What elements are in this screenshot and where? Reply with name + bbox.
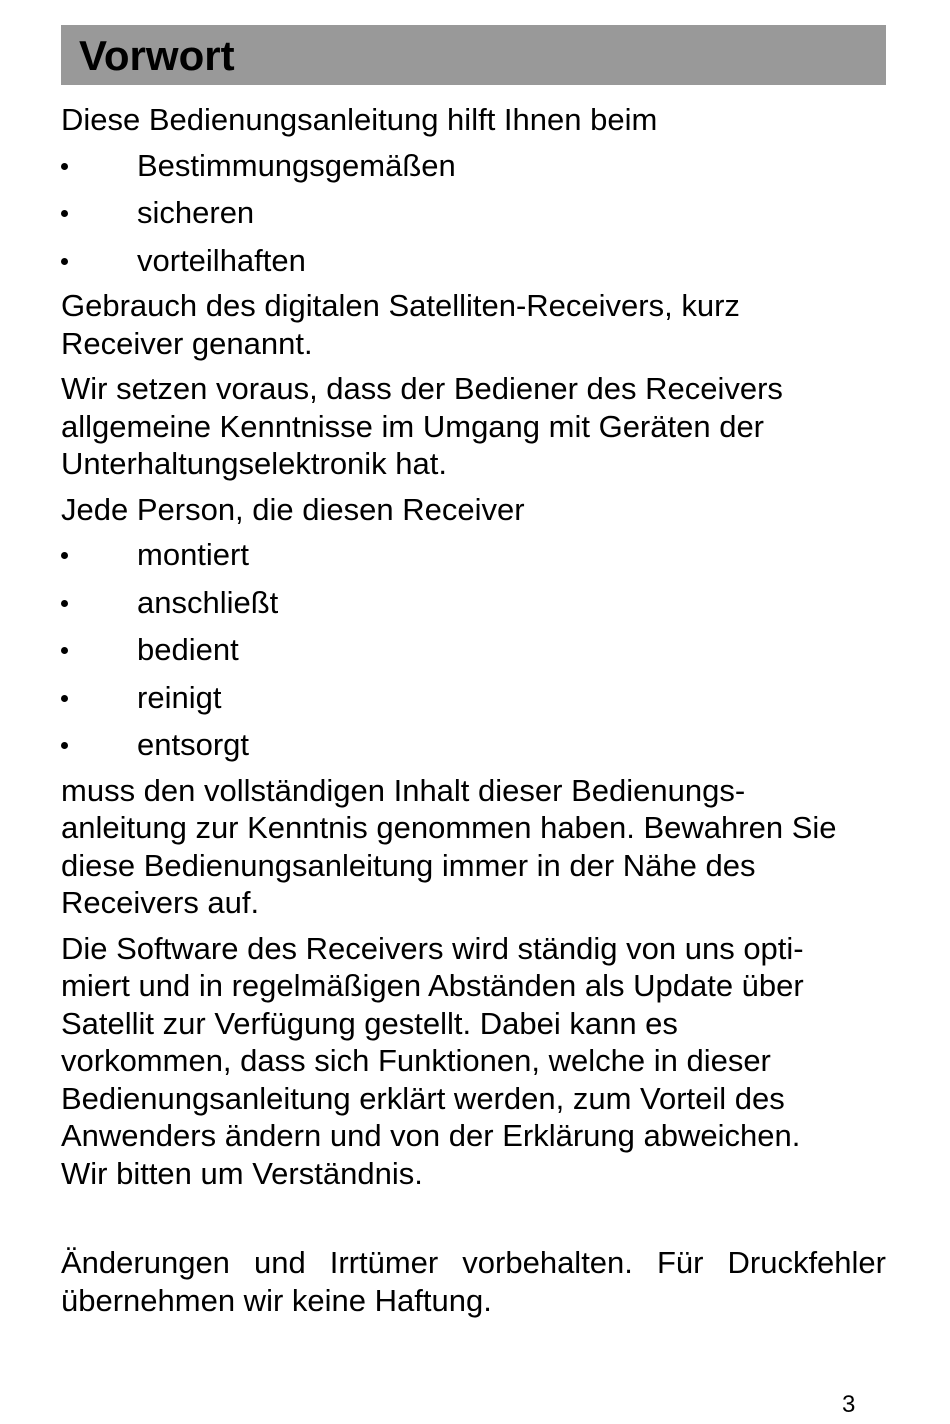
list-item-text: montiert: [137, 537, 249, 572]
bullet-icon: [61, 552, 68, 559]
text-line: Änderungen und Irrtümer vorbehalten. Für Druckfehler: [61, 1245, 886, 1280]
list-item-text: sicheren: [137, 195, 255, 230]
list-item: [61, 536, 886, 574]
list-item: [61, 147, 886, 185]
list-item-text: entsorgt: [137, 727, 250, 762]
list-item: [61, 194, 886, 232]
bullet-icon: [61, 600, 68, 607]
text-line: Wir bitten um Verständnis.: [61, 1155, 423, 1191]
text-line: Satellit zur Verfügung gestellt. Dabei kann es: [61, 1005, 678, 1041]
document-body: [61, 101, 886, 1327]
text-line: anleitung zur Kenntnis genommen haben. Bewahren Sie: [61, 810, 837, 845]
list-item-text: reinigt: [137, 679, 222, 715]
person-paragraph: Jede Person, die diesen Receiver: [61, 491, 525, 527]
list-item-text: Bestimmungsgemäßen: [137, 147, 456, 183]
text-line: Anwenders ändern und von der Erklärung abweichen.: [61, 1118, 801, 1153]
bullet-icon: [61, 258, 68, 265]
usage-paragraph: [61, 287, 886, 362]
list-item: [61, 242, 886, 280]
text-line: muss den vollständigen Inhalt dieser Bedienungs-: [61, 772, 746, 808]
list-item: [61, 584, 886, 622]
bullet-icon: [61, 742, 68, 749]
text-line: miert und in regelmäßigen Abständen als Update über: [61, 968, 804, 1003]
paragraph-spacer: [61, 1200, 886, 1244]
text-line: Unterhaltungselektronik hat.: [61, 446, 448, 481]
text-line: allgemeine Kenntnisse im Umgang mit Geräten der: [61, 408, 765, 444]
bullet-icon: [61, 210, 68, 217]
intro-paragraph: Diese Bedienungsanleitung hilft Ihnen beim: [61, 102, 658, 137]
text-line: Receivers auf.: [61, 885, 260, 920]
text-line: übernehmen wir keine Haftung.: [61, 1282, 492, 1318]
text-line: Receiver genannt.: [61, 325, 313, 361]
list-item: [61, 679, 886, 717]
page-number: 3: [842, 1391, 856, 1418]
section-heading-bar: [61, 25, 886, 85]
bullet-icon: [61, 647, 68, 654]
list-item-text: bedient: [137, 632, 239, 667]
text-line: vorkommen, dass sich Funktionen, welche in dieser: [61, 1043, 771, 1078]
disclaimer-paragraph: [61, 1244, 886, 1319]
bullet-icon: [61, 695, 68, 702]
content-paragraph: [61, 772, 886, 922]
text-line: Wir setzen voraus, dass der Bediener des Receivers: [61, 371, 783, 406]
text-line: diese Bedienungsanleitung immer in der Nähe des: [61, 847, 756, 883]
software-paragraph: [61, 930, 886, 1193]
usage-bullet-list: [61, 147, 886, 280]
list-item: [61, 631, 886, 669]
list-item-text: anschließt: [137, 584, 279, 620]
prerequisite-paragraph: [61, 370, 886, 483]
page-title: Vorwort: [79, 32, 235, 79]
text-line: Gebrauch des digitalen Satelliten-Receivers, kurz: [61, 288, 740, 323]
list-item: [61, 726, 886, 764]
text-line: Die Software des Receivers wird ständig von uns opti-: [61, 930, 804, 966]
action-bullet-list: [61, 536, 886, 764]
bullet-icon: [61, 163, 68, 170]
text-line: Bedienungsanleitung erklärt werden, zum Vorteil des: [61, 1080, 785, 1116]
list-item-text: vorteilhaften: [137, 242, 306, 278]
